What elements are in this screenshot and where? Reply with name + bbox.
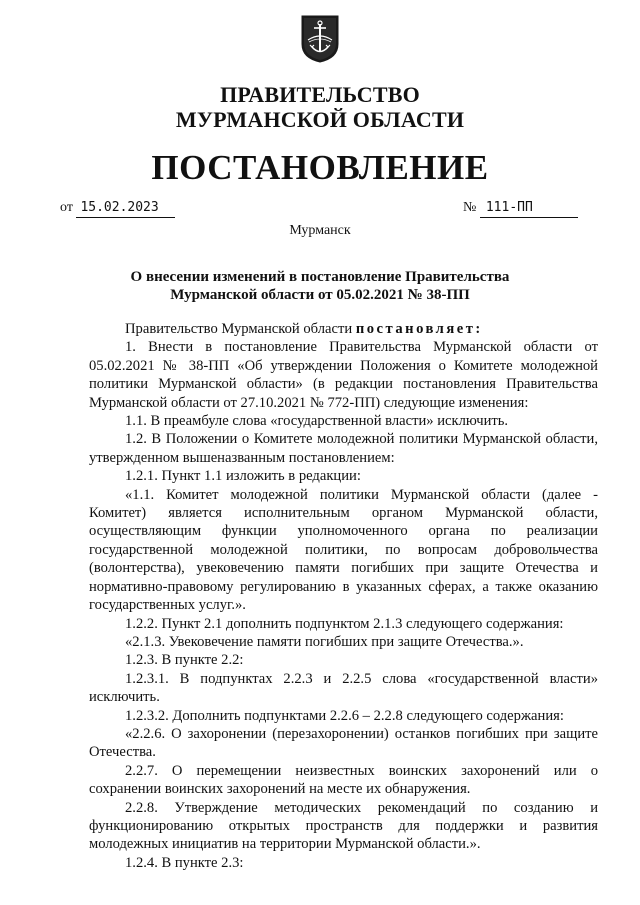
government-title-line2: МУРМАНСКОЙ ОБЛАСТИ (175, 107, 465, 132)
body-paragraph: 2.2.7. О перемещении неизвестных воинских захоронений или о сохранении воинских захоронений на месте их обнаружения. (89, 762, 598, 798)
government-title-line1: ПРАВИТЕЛЬСТВО (220, 82, 420, 107)
body-paragraph: 1. Внести в постановление Правительства Мурманской области от 05.02.2021 № 38-ПП «Об утверждении Положения о Комитете молодежной политики Мурманской области» (в редакции постановления Правительства Мурманской области от 27.10.2021 № 772-ПП) следующие изменения: (89, 339, 598, 411)
body-paragraph: «2.1.3. Увековечение памяти погибших при защите Отечества.». (125, 633, 524, 650)
body-paragraph: 1.2.3.2. Дополнить подпунктами 2.2.6 – 2.2.8 следующего содержания: (125, 707, 564, 724)
subject-line2: Мурманской области от 05.02.2021 № 38-ПП (170, 287, 470, 303)
date-prefix: от (60, 200, 73, 215)
body-paragraph: 1.2.2. Пункт 2.1 дополнить подпунктом 2.1.3 следующего содержания: (125, 615, 564, 632)
document-type: ПОСТАНОВЛЕНИЕ (151, 148, 489, 187)
document-body (89, 320, 598, 872)
preamble-decree-word: постановляет: (355, 321, 483, 337)
murmansk-coat-of-arms-icon (300, 14, 340, 64)
body-paragraph: 1.2.1. Пункт 1.1 изложить в редакции: (125, 468, 361, 485)
number-prefix: № (463, 200, 477, 215)
body-paragraph: 1.1. В преамбуле слова «государственной власти» исключить. (125, 413, 509, 430)
body-paragraph: «1.1. Комитет молодежной политики Мурманской области (далее - Комитет) является исполнительным органом Мурманской области, осуществляющим функции уполномоченного органа по реализации государственной молодежной политики, по вопросам добровольчества (волонтерства), увековечению памяти погибших при защите Отечества и нормативно-правовому регулированию в указанных сферах, а также оказанию государственных услуг.». (89, 486, 598, 614)
body-paragraph: 1.2.3. В пункте 2.2: (125, 652, 244, 669)
body-paragraph: 1.2.3.1. В подпунктах 2.2.3 и 2.2.5 слова «государственной власти» исключить. (89, 670, 598, 706)
body-paragraph: 1.2. В Положении о Комитете молодежной политики Мурманской области, утвержденном вышеназванным постановлением: (89, 431, 598, 466)
subject-line1: О внесении изменений в постановление Правительства (130, 269, 510, 285)
date-value: 15.02.2023 (76, 199, 175, 218)
document-date (60, 199, 175, 218)
number-value: 111-ПП (480, 199, 578, 218)
body-paragraph: 2.2.8. Утверждение методических рекомендаций по созданию и функционированию открытых пространств для поддержки и развития молодежных инициатив на территории Мурманской области.». (89, 799, 598, 853)
city: Мурманск (289, 223, 351, 238)
body-paragraph: «2.2.6. О захоронении (перезахоронении) останков погибших при защите Отечества. (89, 725, 598, 761)
preamble-text: Правительство Мурманской области (125, 321, 356, 337)
body-paragraph: 1.2.4. В пункте 2.3: (125, 854, 244, 871)
preamble (89, 320, 598, 338)
document-number (463, 199, 578, 218)
